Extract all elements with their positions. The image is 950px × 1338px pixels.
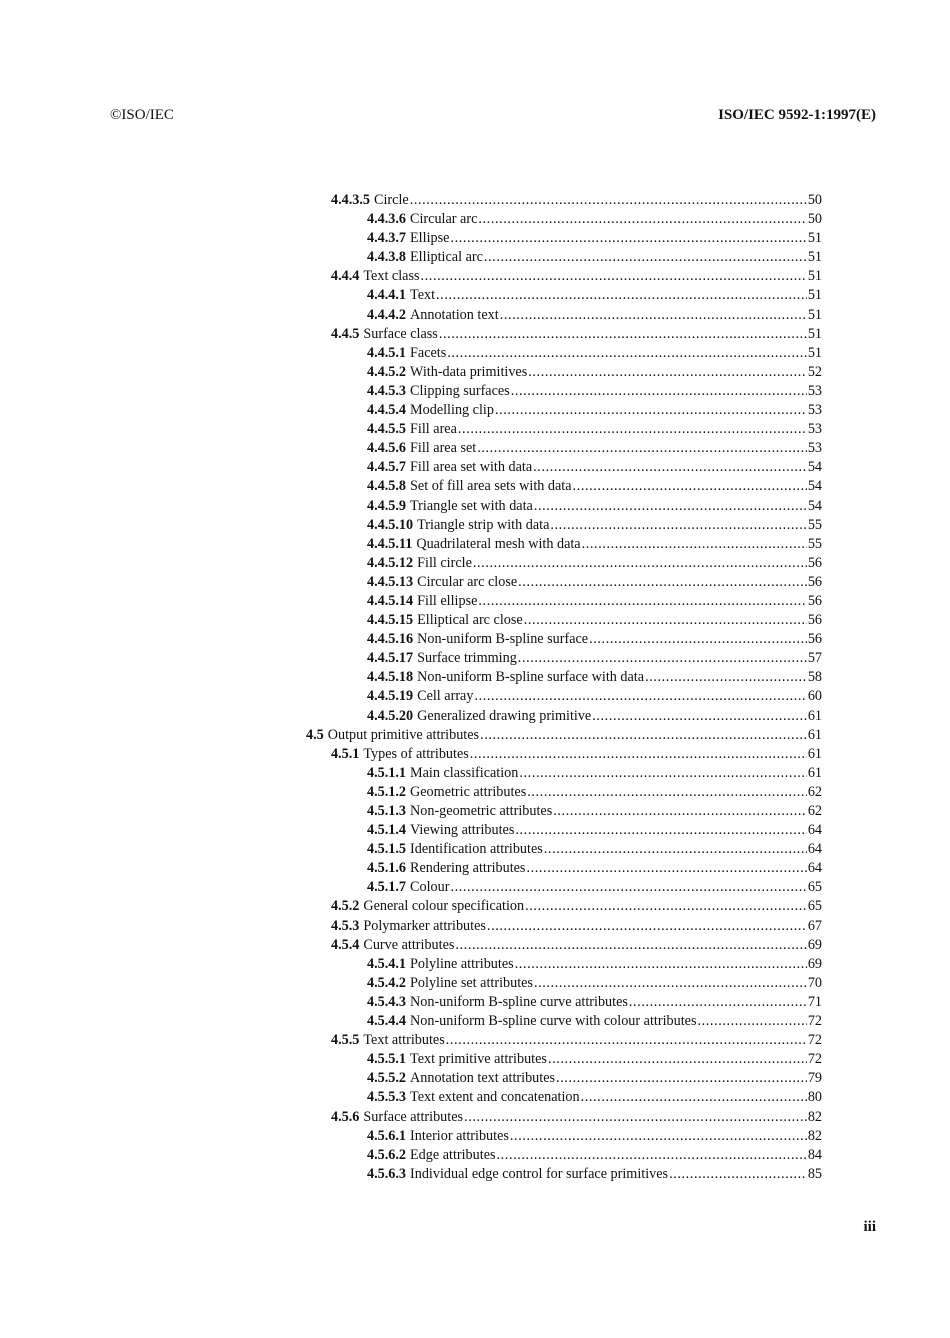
toc-dot-leader bbox=[455, 936, 806, 955]
toc-dot-leader bbox=[519, 764, 806, 783]
toc-entry-number: 4.5.1.5 bbox=[367, 841, 407, 858]
toc-entry-number: 4.4.5.18 bbox=[367, 669, 414, 686]
toc-entry[interactable] bbox=[306, 229, 822, 248]
toc-entry-page: 61 bbox=[807, 745, 822, 762]
toc-dot-leader bbox=[478, 592, 806, 611]
toc-entry-page: 61 bbox=[807, 764, 822, 781]
toc-entry[interactable] bbox=[306, 630, 822, 649]
toc-entry-title: Non-geometric attributes bbox=[410, 803, 553, 819]
toc-entry-title: Circle bbox=[374, 192, 409, 208]
toc-entry-number: 4.5.1.7 bbox=[367, 879, 407, 896]
header-document-id: ISO/IEC 9592-1:1997(E) bbox=[718, 107, 876, 123]
toc-entry[interactable] bbox=[306, 840, 822, 859]
toc-entry[interactable] bbox=[306, 286, 822, 305]
toc-dot-leader bbox=[447, 344, 807, 363]
toc-entry[interactable] bbox=[306, 554, 822, 573]
toc-entry-number: 4.4.5.5 bbox=[367, 421, 407, 438]
table-of-contents bbox=[306, 191, 822, 1184]
toc-entry-number: 4.4.3.7 bbox=[367, 230, 407, 247]
toc-dot-leader bbox=[464, 1108, 807, 1127]
toc-entry-page: 51 bbox=[807, 344, 822, 361]
toc-entry-title: Types of attributes bbox=[363, 745, 469, 762]
toc-entry-title: Quadrilateral mesh with data bbox=[416, 535, 581, 552]
toc-entry-page: 79 bbox=[807, 1070, 822, 1087]
toc-entry-number: 4.4.4 bbox=[331, 268, 360, 285]
toc-dot-leader bbox=[515, 955, 807, 974]
toc-entry-page: 51 bbox=[807, 268, 822, 285]
toc-entry-page: 56 bbox=[807, 631, 822, 648]
toc-entry[interactable] bbox=[306, 707, 822, 726]
toc-entry-number: 4.4.3.6 bbox=[367, 211, 407, 228]
toc-entry-title: Viewing attributes bbox=[410, 822, 515, 839]
toc-entry-number: 4.5.3 bbox=[331, 917, 360, 934]
toc-entry-number: 4.4.5.16 bbox=[367, 631, 414, 648]
toc-entry-number: 4.4.3.8 bbox=[367, 249, 407, 266]
toc-entry-number: 4.5.1.6 bbox=[367, 860, 407, 877]
toc-entry[interactable] bbox=[306, 1146, 822, 1165]
toc-entry-number: 4.4.5.4 bbox=[367, 402, 407, 419]
toc-dot-leader bbox=[487, 917, 807, 936]
toc-entry-page: 51 bbox=[807, 230, 822, 247]
toc-dot-leader bbox=[511, 382, 807, 401]
toc-entry[interactable] bbox=[306, 917, 822, 936]
toc-entry-title: Ellipse bbox=[410, 230, 450, 247]
toc-dot-leader bbox=[480, 726, 807, 745]
toc-entry-title: Rendering attributes bbox=[410, 860, 526, 877]
toc-entry-page: 50 bbox=[807, 192, 822, 208]
toc-entry[interactable] bbox=[306, 1088, 822, 1107]
toc-entry-number: 4.4.5.9 bbox=[367, 497, 407, 514]
toc-entry-number: 4.4.5.15 bbox=[367, 612, 414, 629]
toc-entry-number: 4.5.5.3 bbox=[367, 1089, 407, 1106]
toc-entry-page: 51 bbox=[807, 306, 822, 323]
toc-dot-leader bbox=[474, 687, 806, 706]
toc-entry-title: Elliptical arc close bbox=[417, 612, 523, 629]
toc-entry[interactable] bbox=[306, 210, 822, 229]
toc-entry-page: 64 bbox=[807, 822, 822, 839]
toc-entry-title: Text attributes bbox=[363, 1032, 445, 1049]
toc-dot-leader bbox=[470, 745, 807, 764]
toc-entry[interactable] bbox=[306, 1031, 822, 1050]
toc-dot-leader bbox=[484, 248, 807, 267]
toc-entry-title: Polyline attributes bbox=[410, 955, 514, 972]
toc-entry-page: 82 bbox=[807, 1127, 822, 1144]
toc-entry[interactable] bbox=[306, 191, 822, 210]
toc-entry-number: 4.4.5 bbox=[331, 325, 360, 342]
toc-entry-number: 4.4.5.1 bbox=[367, 344, 407, 361]
toc-entry-page: 72 bbox=[807, 1032, 822, 1049]
toc-dot-leader bbox=[592, 707, 807, 726]
toc-entry-number: 4.5.5.1 bbox=[367, 1051, 407, 1068]
toc-entry[interactable] bbox=[306, 248, 822, 267]
toc-entry-page: 51 bbox=[807, 249, 822, 266]
toc-entry-page: 82 bbox=[807, 1108, 822, 1125]
toc-entry[interactable] bbox=[306, 592, 822, 611]
toc-dot-leader bbox=[518, 649, 807, 668]
toc-entry-title: Fill ellipse bbox=[417, 592, 478, 609]
toc-entry-number: 4.4.5.10 bbox=[367, 516, 414, 533]
toc-entry-page: 55 bbox=[807, 535, 822, 552]
toc-entry[interactable] bbox=[306, 611, 822, 630]
toc-entry-number: 4.5.1 bbox=[331, 745, 360, 762]
toc-entry-title: Surface trimming bbox=[417, 650, 517, 667]
toc-entry-title: Geometric attributes bbox=[410, 783, 527, 800]
toc-entry-title: Fill area set bbox=[410, 440, 477, 457]
toc-dot-leader bbox=[450, 229, 806, 248]
toc-entry[interactable] bbox=[306, 1165, 822, 1184]
toc-dot-leader bbox=[439, 325, 807, 344]
toc-entry-page: 71 bbox=[807, 993, 822, 1010]
toc-entry-page: 53 bbox=[807, 382, 822, 399]
toc-entry[interactable] bbox=[306, 516, 822, 535]
toc-entry-page: 53 bbox=[807, 402, 822, 419]
toc-entry-number: 4.5.1.3 bbox=[367, 803, 407, 819]
toc-entry-title: Surface attributes bbox=[363, 1108, 464, 1125]
toc-entry-title: Elliptical arc bbox=[410, 249, 483, 266]
toc-entry[interactable] bbox=[306, 668, 822, 687]
toc-entry[interactable] bbox=[306, 878, 822, 897]
toc-entry-number: 4.4.5.8 bbox=[367, 478, 407, 495]
toc-entry-title: Colour bbox=[410, 879, 450, 896]
toc-dot-leader bbox=[510, 1127, 807, 1146]
toc-entry-page: 54 bbox=[807, 459, 822, 476]
toc-entry-title: Identification attributes bbox=[410, 841, 543, 858]
toc-entry-page: 61 bbox=[807, 726, 822, 743]
toc-entry[interactable] bbox=[306, 764, 822, 783]
toc-entry-page: 53 bbox=[807, 440, 822, 457]
toc-entry[interactable] bbox=[306, 344, 822, 363]
toc-entry-number: 4.4.5.7 bbox=[367, 459, 407, 476]
toc-entry-page: 56 bbox=[807, 592, 822, 609]
toc-entry-number: 4.5.1.1 bbox=[367, 764, 407, 781]
toc-dot-leader bbox=[581, 1088, 807, 1107]
toc-entry[interactable] bbox=[306, 859, 822, 878]
toc-dot-leader bbox=[458, 420, 807, 439]
toc-entry[interactable] bbox=[306, 382, 822, 401]
toc-dot-leader bbox=[477, 439, 807, 458]
toc-entry-page: 60 bbox=[807, 688, 822, 705]
toc-entry-title: Text extent and concatenation bbox=[410, 1089, 580, 1106]
toc-entry-number: 4.4.5.12 bbox=[367, 554, 414, 571]
toc-entry-title: Set of fill area sets with data bbox=[410, 478, 572, 495]
toc-entry-title: General colour specification bbox=[363, 898, 525, 915]
toc-entry-number: 4.5.4.3 bbox=[367, 993, 407, 1010]
toc-dot-leader bbox=[573, 477, 807, 496]
toc-entry-number: 4.4.5.19 bbox=[367, 688, 414, 705]
toc-entry-title: Text primitive attributes bbox=[410, 1051, 547, 1068]
toc-entry-title: Non-uniform B-spline curve with colour attributes bbox=[410, 1013, 697, 1030]
toc-dot-leader bbox=[518, 573, 807, 592]
toc-entry-number: 4.4.5.14 bbox=[367, 592, 414, 609]
toc-entry-number: 4.4.5.6 bbox=[367, 440, 407, 457]
toc-entry-number: 4.4.5.2 bbox=[367, 363, 407, 380]
toc-entry-title: Non-uniform B-spline surface with data bbox=[417, 669, 645, 686]
toc-entry-title: Edge attributes bbox=[410, 1146, 496, 1163]
toc-dot-leader bbox=[526, 859, 806, 878]
toc-entry-page: 70 bbox=[807, 974, 822, 991]
toc-entry[interactable] bbox=[306, 306, 822, 325]
toc-entry-page: 62 bbox=[807, 783, 822, 800]
toc-entry-number: 4.5.6.3 bbox=[367, 1165, 407, 1182]
toc-dot-leader bbox=[478, 210, 806, 229]
toc-entry-page: 84 bbox=[807, 1146, 822, 1163]
toc-entry-title: Surface class bbox=[363, 325, 438, 342]
toc-entry[interactable] bbox=[306, 687, 822, 706]
toc-entry-number: 4.5.6.1 bbox=[367, 1127, 407, 1144]
toc-dot-leader bbox=[500, 306, 807, 325]
toc-entry-title: Fill circle bbox=[417, 554, 472, 571]
toc-entry[interactable] bbox=[306, 497, 822, 516]
toc-entry-title: Text class bbox=[363, 268, 420, 285]
toc-entry-number: 4.4.4.2 bbox=[367, 306, 407, 323]
toc-entry-title: Triangle strip with data bbox=[417, 516, 550, 533]
toc-entry-title: Individual edge control for surface primitives bbox=[410, 1165, 669, 1182]
toc-entry-title: Main classification bbox=[410, 764, 519, 781]
toc-entry[interactable] bbox=[306, 439, 822, 458]
toc-entry-number: 4.5.4.2 bbox=[367, 974, 407, 991]
toc-entry-title: Non-uniform B-spline curve attributes bbox=[410, 993, 628, 1010]
toc-entry-number: 4.5.1.4 bbox=[367, 822, 407, 839]
toc-entry-title: Annotation text attributes bbox=[410, 1070, 556, 1087]
header-copyright: ©ISO/IEC bbox=[110, 107, 174, 123]
toc-entry-title: Polyline set attributes bbox=[410, 974, 533, 991]
toc-entry-title: Annotation text bbox=[410, 306, 499, 323]
toc-entry-number: 4.5.5.2 bbox=[367, 1070, 407, 1087]
toc-entry-number: 4.4.5.17 bbox=[367, 650, 414, 667]
toc-entry[interactable] bbox=[306, 267, 822, 286]
toc-entry-number: 4.4.4.1 bbox=[367, 287, 407, 304]
toc-entry[interactable] bbox=[306, 1108, 822, 1127]
toc-entry[interactable] bbox=[306, 936, 822, 955]
toc-entry-page: 50 bbox=[807, 211, 822, 228]
toc-entry-number: 4.4.3.5 bbox=[331, 192, 371, 208]
toc-entry-page: 69 bbox=[807, 955, 822, 972]
toc-entry-page: 56 bbox=[807, 554, 822, 571]
toc-entry-page: 52 bbox=[807, 363, 822, 380]
toc-dot-leader bbox=[495, 401, 807, 420]
toc-entry-page: 72 bbox=[807, 1013, 822, 1030]
toc-entry-page: 51 bbox=[807, 287, 822, 304]
toc-entry[interactable] bbox=[306, 1069, 822, 1088]
toc-entry-page: 65 bbox=[807, 898, 822, 915]
toc-entry[interactable] bbox=[306, 458, 822, 477]
toc-entry[interactable] bbox=[306, 726, 822, 745]
toc-entry-title: Generalized drawing primitive bbox=[417, 707, 592, 724]
toc-dot-leader bbox=[436, 286, 807, 305]
toc-entry-number: 4.4.5.3 bbox=[367, 382, 407, 399]
toc-dot-leader bbox=[629, 993, 807, 1012]
toc-entry[interactable] bbox=[306, 783, 822, 802]
toc-dot-leader bbox=[697, 1012, 806, 1031]
toc-entry-page: 57 bbox=[807, 650, 822, 667]
page-number: iii bbox=[863, 1219, 876, 1235]
toc-dot-leader bbox=[556, 1069, 807, 1088]
toc-entry-title: Modelling clip bbox=[410, 402, 494, 419]
toc-dot-leader bbox=[527, 783, 807, 802]
toc-entry-number: 4.5.1.2 bbox=[367, 783, 407, 800]
toc-dot-leader bbox=[446, 1031, 807, 1050]
toc-dot-leader bbox=[533, 458, 807, 477]
toc-entry-page: 54 bbox=[807, 497, 822, 514]
toc-entry-number: 4.4.5.20 bbox=[367, 707, 414, 724]
toc-entry-title: Clipping surfaces bbox=[410, 382, 510, 399]
toc-entry-number: 4.5.6 bbox=[331, 1108, 360, 1125]
toc-dot-leader bbox=[515, 821, 806, 840]
toc-entry-page: 80 bbox=[807, 1089, 822, 1106]
toc-entry-page: 54 bbox=[807, 478, 822, 495]
toc-entry-page: 56 bbox=[807, 573, 822, 590]
toc-entry-number: 4.5.4 bbox=[331, 936, 360, 953]
toc-entry-title: Triangle set with data bbox=[410, 497, 533, 514]
toc-entry-page: 51 bbox=[807, 325, 822, 342]
toc-dot-leader bbox=[497, 1146, 807, 1165]
toc-entry-number: 4.5.4.1 bbox=[367, 955, 407, 972]
toc-entry-page: 55 bbox=[807, 516, 822, 533]
toc-dot-leader bbox=[528, 363, 807, 382]
toc-entry[interactable] bbox=[306, 897, 822, 916]
toc-entry[interactable] bbox=[306, 573, 822, 592]
toc-entry[interactable] bbox=[306, 420, 822, 439]
toc-entry-page: 61 bbox=[807, 707, 822, 724]
toc-dot-leader bbox=[534, 497, 807, 516]
toc-dot-leader bbox=[645, 668, 807, 687]
toc-dot-leader bbox=[548, 1050, 807, 1069]
toc-dot-leader bbox=[669, 1165, 807, 1184]
toc-entry-page: 62 bbox=[807, 803, 822, 819]
toc-entry-title: Fill area set with data bbox=[410, 459, 533, 476]
toc-dot-leader bbox=[544, 840, 807, 859]
toc-entry-page: 72 bbox=[807, 1051, 822, 1068]
toc-entry[interactable] bbox=[306, 821, 822, 840]
toc-entry[interactable] bbox=[306, 477, 822, 496]
toc-dot-leader bbox=[582, 535, 807, 554]
toc-entry-title: Non-uniform B-spline surface bbox=[417, 631, 589, 648]
toc-entry-title: Output primitive attributes bbox=[327, 726, 480, 743]
toc-entry[interactable] bbox=[306, 974, 822, 993]
toc-entry-title: Cell array bbox=[417, 688, 474, 705]
toc-entry[interactable] bbox=[306, 649, 822, 668]
toc-entry-number: 4.5.6.2 bbox=[367, 1146, 407, 1163]
toc-dot-leader bbox=[525, 897, 807, 916]
toc-entry[interactable] bbox=[306, 955, 822, 974]
toc-entry-page: 67 bbox=[807, 917, 822, 934]
toc-dot-leader bbox=[473, 554, 807, 573]
toc-entry-number: 4.5.4.4 bbox=[367, 1013, 407, 1030]
toc-dot-leader bbox=[421, 267, 807, 286]
toc-entry-title: With-data primitives bbox=[410, 363, 528, 380]
toc-entry-number: 4.5.5 bbox=[331, 1032, 360, 1049]
toc-entry[interactable] bbox=[306, 1050, 822, 1069]
toc-dot-leader bbox=[534, 974, 807, 993]
toc-entry[interactable] bbox=[306, 325, 822, 344]
toc-entry[interactable] bbox=[306, 401, 822, 420]
toc-dot-leader bbox=[524, 611, 807, 630]
toc-dot-leader bbox=[550, 516, 806, 535]
toc-entry-number: 4.5 bbox=[306, 726, 324, 743]
toc-dot-leader bbox=[410, 191, 807, 210]
toc-entry-title: Polymarker attributes bbox=[363, 917, 486, 934]
toc-entry-number: 4.4.5.11 bbox=[367, 535, 413, 552]
toc-entry[interactable] bbox=[306, 745, 822, 764]
toc-dot-leader bbox=[553, 802, 807, 821]
toc-entry[interactable] bbox=[306, 802, 822, 821]
toc-entry[interactable] bbox=[306, 363, 822, 382]
toc-entry-page: 85 bbox=[807, 1165, 822, 1182]
toc-entry-title: Circular arc close bbox=[417, 573, 518, 590]
toc-entry-title: Facets bbox=[410, 344, 447, 361]
toc-entry-number: 4.4.5.13 bbox=[367, 573, 414, 590]
toc-entry-page: 64 bbox=[807, 860, 822, 877]
toc-entry-page: 58 bbox=[807, 669, 822, 686]
toc-entry[interactable] bbox=[306, 535, 822, 554]
toc-dot-leader bbox=[589, 630, 807, 649]
toc-entry-page: 64 bbox=[807, 841, 822, 858]
toc-entry[interactable] bbox=[306, 1127, 822, 1146]
toc-entry-title: Interior attributes bbox=[410, 1127, 509, 1144]
toc-dot-leader bbox=[450, 878, 806, 897]
toc-entry[interactable] bbox=[306, 1012, 822, 1031]
toc-entry-number: 4.5.2 bbox=[331, 898, 360, 915]
toc-entry-title: Fill area bbox=[410, 421, 457, 438]
toc-entry-page: 69 bbox=[807, 936, 822, 953]
toc-entry-page: 56 bbox=[807, 612, 822, 629]
toc-entry-page: 65 bbox=[807, 879, 822, 896]
toc-entry-title: Text bbox=[410, 287, 436, 304]
toc-entry-title: Circular arc bbox=[410, 211, 478, 228]
toc-entry-title: Curve attributes bbox=[363, 936, 455, 953]
toc-entry-page: 53 bbox=[807, 421, 822, 438]
toc-entry[interactable] bbox=[306, 993, 822, 1012]
